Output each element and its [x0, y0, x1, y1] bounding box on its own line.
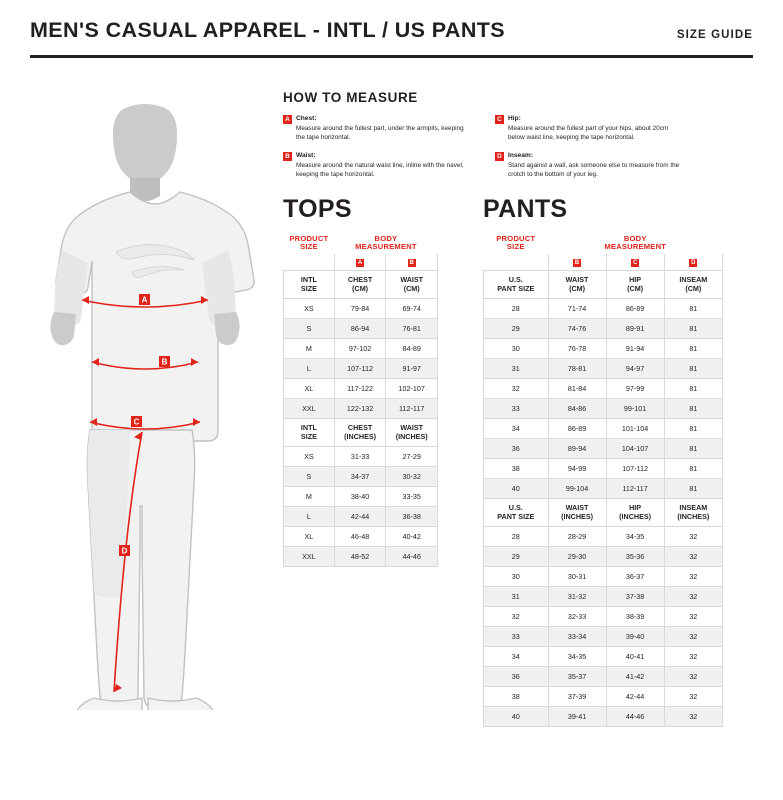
table-cell: 112-117 — [386, 399, 438, 419]
column-header: HIP (CM) — [606, 271, 664, 299]
table-cell: 104-107 — [606, 439, 664, 459]
column-header: U.S. PANT SIZE — [484, 499, 549, 527]
table-cell: 31 — [484, 359, 549, 379]
page-title: MEN'S CASUAL APPAREL - INTL / US PANTS — [30, 18, 506, 42]
table-row — [284, 467, 438, 487]
table-row — [284, 547, 438, 567]
body-measurement-group-label: BODY MEASUREMENT — [355, 233, 417, 252]
how-to-measure-item-desc: Measure around the fullest part of your hips, about 20cm below waist line, keeping the tape horizontal. — [508, 124, 669, 141]
table-cell: XL — [284, 379, 335, 399]
how-to-measure-item-label: Inseam: — [508, 152, 533, 160]
table-cell: 107-112 — [606, 459, 664, 479]
tops-title: TOPS — [283, 195, 352, 223]
how-to-measure-column-right — [495, 114, 685, 188]
table-badge-row — [484, 254, 723, 271]
table-cell: 81 — [664, 399, 722, 419]
table-cell: 86-89 — [548, 419, 606, 439]
table-row — [284, 299, 438, 319]
table-cell: 33 — [484, 399, 549, 419]
badge-b-icon: B — [283, 152, 292, 161]
table-cell: 31-32 — [548, 587, 606, 607]
pants-title: PANTS — [483, 195, 568, 223]
table-cell: 38 — [484, 687, 549, 707]
table-cell: 32 — [484, 379, 549, 399]
table-cell: 84-89 — [386, 339, 438, 359]
how-to-measure-column-left — [283, 114, 473, 188]
table-group-header — [484, 228, 723, 254]
table-cell: 91-97 — [386, 359, 438, 379]
table-cell: 32 — [484, 607, 549, 627]
table-cell: XL — [284, 527, 335, 547]
table-cell: 38-39 — [606, 607, 664, 627]
column-badge-b: B — [386, 254, 438, 271]
table-row — [484, 379, 723, 399]
table-row — [284, 399, 438, 419]
table-cell: 86-94 — [334, 319, 386, 339]
pants-table — [483, 228, 723, 727]
table-cell: 42-44 — [334, 507, 386, 527]
table-cell: 76-81 — [386, 319, 438, 339]
table-cell: 28 — [484, 527, 549, 547]
table-cell: 78-81 — [548, 359, 606, 379]
table-cell: 36 — [484, 667, 549, 687]
badge-a-icon: A — [283, 115, 292, 124]
table-cell: 32 — [664, 607, 722, 627]
svg-text:C: C — [133, 417, 140, 427]
table-cell: 86-89 — [606, 299, 664, 319]
badge-c-icon: C — [495, 115, 504, 124]
table-cell: 28 — [484, 299, 549, 319]
table-cell: 32 — [664, 667, 722, 687]
table-cell: 79-84 — [334, 299, 386, 319]
table-cell: 34 — [484, 419, 549, 439]
how-to-measure-item — [495, 114, 685, 142]
table-cell: 38 — [484, 459, 549, 479]
table-row — [284, 359, 438, 379]
table-cell: 29 — [484, 547, 549, 567]
table-cell: 81 — [664, 339, 722, 359]
table-row — [484, 339, 723, 359]
table-row — [484, 707, 723, 727]
table-cell: 39-41 — [548, 707, 606, 727]
table-cell: 33-35 — [386, 487, 438, 507]
table-cell: 33 — [484, 627, 549, 647]
table-cell: M — [284, 487, 335, 507]
badge-d-icon: D — [495, 152, 504, 161]
table-cell: 42-44 — [606, 687, 664, 707]
how-to-measure-item — [283, 114, 473, 142]
column-badge-b: B — [548, 254, 606, 271]
table-header-row-inches — [284, 419, 438, 447]
table-cell: 81 — [664, 299, 722, 319]
table-row — [284, 339, 438, 359]
table-cell: 37-39 — [548, 687, 606, 707]
table-row — [284, 487, 438, 507]
table-cell: 74-76 — [548, 319, 606, 339]
table-row — [284, 319, 438, 339]
table-cell: XS — [284, 447, 335, 467]
table-cell: XXL — [284, 547, 335, 567]
table-cell: 81-84 — [548, 379, 606, 399]
table-row — [484, 459, 723, 479]
table-cell: 32 — [664, 587, 722, 607]
column-header: WAIST (CM) — [548, 271, 606, 299]
table-cell: 81 — [664, 419, 722, 439]
table-cell: 36-38 — [386, 507, 438, 527]
table-cell: 32 — [664, 647, 722, 667]
column-badge-c: C — [606, 254, 664, 271]
table-cell: 37-38 — [606, 587, 664, 607]
table-cell: 102-107 — [386, 379, 438, 399]
column-header: CHEST (INCHES) — [334, 419, 386, 447]
table-cell: 94-99 — [548, 459, 606, 479]
how-to-measure-section — [283, 90, 753, 188]
table-cell: 69-74 — [386, 299, 438, 319]
pants-table-section — [483, 195, 723, 727]
column-header: U.S. PANT SIZE — [484, 271, 549, 299]
table-cell: XS — [284, 299, 335, 319]
table-cell: 81 — [664, 359, 722, 379]
column-header: WAIST (INCHES) — [386, 419, 438, 447]
table-cell: 29-30 — [548, 547, 606, 567]
table-row — [484, 607, 723, 627]
table-cell: 99-101 — [606, 399, 664, 419]
table-row — [284, 379, 438, 399]
table-cell: 117-122 — [334, 379, 386, 399]
table-row — [284, 447, 438, 467]
table-cell: 32-33 — [548, 607, 606, 627]
table-cell: 76-78 — [548, 339, 606, 359]
table-cell: 44-46 — [386, 547, 438, 567]
table-row — [284, 507, 438, 527]
table-cell: 44-46 — [606, 707, 664, 727]
svg-text:D: D — [121, 546, 128, 556]
table-row — [484, 419, 723, 439]
how-to-measure-item-text — [508, 151, 685, 179]
table-cell: 81 — [664, 479, 722, 499]
how-to-measure-item-label: Waist: — [296, 152, 316, 160]
table-cell: 91-94 — [606, 339, 664, 359]
table-row — [484, 299, 723, 319]
table-cell: 30 — [484, 339, 549, 359]
table-cell: 33-34 — [548, 627, 606, 647]
table-cell: 40-41 — [606, 647, 664, 667]
table-cell: 34 — [484, 647, 549, 667]
how-to-measure-item — [283, 151, 473, 179]
table-cell: 81 — [664, 379, 722, 399]
table-cell: 46-48 — [334, 527, 386, 547]
table-row — [284, 527, 438, 547]
column-header: WAIST (CM) — [386, 271, 438, 299]
table-cell: 32 — [664, 687, 722, 707]
table-cell: 89-94 — [548, 439, 606, 459]
table-cell: 40-42 — [386, 527, 438, 547]
table-cell: 41-42 — [606, 667, 664, 687]
table-row — [484, 647, 723, 667]
column-header: INSEAM (INCHES) — [664, 499, 722, 527]
table-cell: 81 — [664, 319, 722, 339]
table-row — [484, 567, 723, 587]
page-header — [30, 18, 753, 62]
how-to-measure-item-desc: Stand against a wall, ask someone else to measure from the crotch to the bottom of your leg. — [508, 161, 680, 178]
column-badge-d: D — [664, 254, 722, 271]
table-cell: 71-74 — [548, 299, 606, 319]
header-divider — [30, 55, 753, 58]
table-header-row-cm — [284, 271, 438, 299]
table-cell: 48-52 — [334, 547, 386, 567]
column-badge-a: A — [334, 254, 386, 271]
table-cell: 32 — [664, 527, 722, 547]
table-header-row-inches — [484, 499, 723, 527]
table-header-row-cm — [484, 271, 723, 299]
svg-text:B: B — [161, 357, 168, 367]
product-size-group-label: PRODUCT SIZE — [289, 233, 329, 252]
how-to-measure-item-text — [296, 151, 473, 179]
how-to-measure-item-text — [296, 114, 473, 142]
table-cell: 38-40 — [334, 487, 386, 507]
table-row — [484, 687, 723, 707]
body-measurement-group-label: BODY MEASUREMENT — [604, 233, 667, 252]
table-cell: L — [284, 359, 335, 379]
how-to-measure-item-text — [508, 114, 685, 142]
table-cell: 112-117 — [606, 479, 664, 499]
table-cell: 34-35 — [548, 647, 606, 667]
product-size-group-label: PRODUCT SIZE — [496, 233, 536, 252]
table-cell: 101-104 — [606, 419, 664, 439]
column-header: CHEST (CM) — [334, 271, 386, 299]
table-cell: 81 — [664, 439, 722, 459]
table-cell: 122-132 — [334, 399, 386, 419]
table-cell: 35-36 — [606, 547, 664, 567]
table-row — [484, 359, 723, 379]
how-to-measure-item-desc: Measure around the natural waist line, inline with the navel, keeping the tape horizontal. — [296, 161, 464, 178]
table-row — [484, 547, 723, 567]
model-illustration — [20, 100, 270, 710]
table-cell: XXL — [284, 399, 335, 419]
table-row — [484, 667, 723, 687]
column-header: INTL SIZE — [284, 271, 335, 299]
table-row — [484, 527, 723, 547]
table-cell: 89-91 — [606, 319, 664, 339]
tops-table — [283, 228, 438, 567]
table-cell: 30-32 — [386, 467, 438, 487]
table-cell: 97-99 — [606, 379, 664, 399]
how-to-measure-item-label: Hip: — [508, 115, 521, 122]
table-cell: 30 — [484, 567, 549, 587]
table-cell: 31 — [484, 587, 549, 607]
column-header: HIP (INCHES) — [606, 499, 664, 527]
tops-table-section — [283, 195, 438, 567]
table-cell: 40 — [484, 479, 549, 499]
how-to-measure-item-desc: Measure around the fullest part, under the armpits, keeping the tape horizontal. — [296, 124, 464, 141]
table-group-header — [284, 228, 438, 254]
table-cell: S — [284, 319, 335, 339]
table-row — [484, 319, 723, 339]
table-cell: 36 — [484, 439, 549, 459]
column-header: INTL SIZE — [284, 419, 335, 447]
table-cell: 31-33 — [334, 447, 386, 467]
table-cell: 39-40 — [606, 627, 664, 647]
table-row — [484, 399, 723, 419]
table-cell: 34-35 — [606, 527, 664, 547]
column-header: INSEAM (CM) — [664, 271, 722, 299]
table-cell: 84-86 — [548, 399, 606, 419]
table-cell: 81 — [664, 459, 722, 479]
model-figure-svg — [20, 100, 270, 710]
table-cell: 97-102 — [334, 339, 386, 359]
table-cell: 36-37 — [606, 567, 664, 587]
table-cell: 94-97 — [606, 359, 664, 379]
table-cell: 40 — [484, 707, 549, 727]
how-to-measure-item-label: Chest: — [296, 115, 317, 122]
table-cell: 34-37 — [334, 467, 386, 487]
table-row — [484, 627, 723, 647]
table-cell: 32 — [664, 547, 722, 567]
table-cell: 32 — [664, 567, 722, 587]
size-guide-label: SIZE GUIDE — [676, 29, 753, 41]
table-cell: 28-29 — [548, 527, 606, 547]
table-cell: 29 — [484, 319, 549, 339]
how-to-measure-title: HOW TO MEASURE — [283, 90, 418, 105]
table-cell: L — [284, 507, 335, 527]
table-row — [484, 479, 723, 499]
table-cell: 99-104 — [548, 479, 606, 499]
table-cell: 35-37 — [548, 667, 606, 687]
table-row — [484, 439, 723, 459]
table-cell: 32 — [664, 627, 722, 647]
table-cell: 27-29 — [386, 447, 438, 467]
svg-text:A: A — [141, 295, 148, 305]
table-cell: S — [284, 467, 335, 487]
table-cell: 32 — [664, 707, 722, 727]
table-cell: 107-112 — [334, 359, 386, 379]
table-badge-row — [284, 254, 438, 271]
how-to-measure-item — [495, 151, 685, 179]
table-cell: 30-31 — [548, 567, 606, 587]
table-cell: M — [284, 339, 335, 359]
column-header: WAIST (INCHES) — [548, 499, 606, 527]
table-row — [484, 587, 723, 607]
